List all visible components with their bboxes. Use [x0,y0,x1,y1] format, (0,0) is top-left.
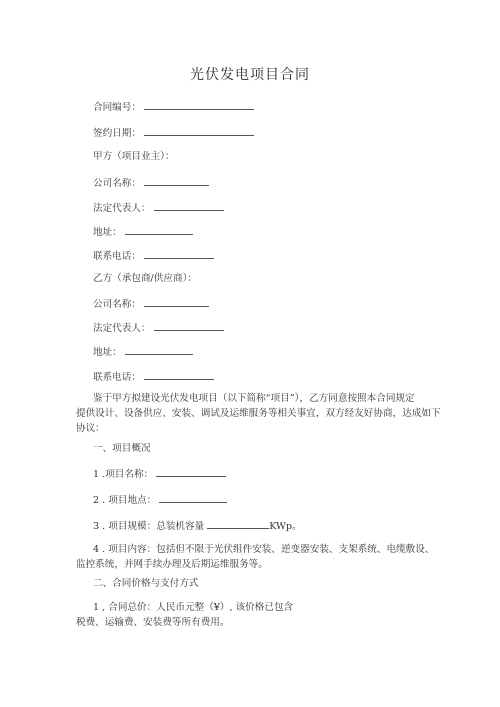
contract-no-field[interactable] [144,100,254,110]
section1-item2-label: 2 . 项目地点： [93,495,157,506]
section1-heading: 一、项目概况 [93,443,151,454]
party-b-address-line [93,345,193,359]
capacity-unit: KWp。 [269,521,302,532]
party-a-company-line [93,176,209,190]
party-b-rep-line [93,321,224,335]
section1-item1-line [93,467,226,481]
party-a-address-field[interactable] [125,225,193,235]
party-a-address-line [93,225,193,239]
intro-paragraph [76,391,441,436]
party-b-phone-field[interactable] [144,370,214,380]
party-a-company-field[interactable] [144,176,209,186]
party-a-rep-label: 法定代表人： [93,203,151,214]
party-b-phone-label: 联系电话： [93,372,141,383]
party-a-phone-field[interactable] [144,249,214,259]
party-b-address-label: 地址： [93,347,122,358]
section1-item3-label: 3 . 项目规模：总装机容量 [93,521,205,532]
party-a-phone-label: 联系电话： [93,251,141,262]
section1-item4-line-2: 监控系统，并网手续办理及后期运维服务等。 [76,559,268,570]
party-a-rep-field[interactable] [154,201,224,211]
sign-date-label: 签约日期： [93,128,141,139]
section2-item1 [76,600,426,630]
party-a-company-label: 公司名称： [93,178,141,189]
party-a-rep-line [93,201,224,215]
page-title: 光伏发电项目合同 [190,67,310,83]
party-b-phone-line [93,370,214,384]
section1-item1-label: 1 .项目名称： [93,469,154,480]
party-b-company-label: 公司名称： [93,299,141,310]
intro-line-3: 协议： [76,423,105,434]
project-name-field[interactable] [156,467,226,477]
contract-no-line [93,100,254,114]
party-a-heading: 甲方（项目业主）： [93,151,175,162]
party-a-phone-line [93,249,214,263]
party-b-company-line [93,297,209,311]
capacity-field[interactable] [207,519,269,529]
party-b-rep-field[interactable] [154,321,224,331]
section1-item4 [76,542,435,572]
section2-heading: 二、合同价格与支付方式 [93,578,199,589]
intro-line-1: 鉴于甲方拟建设光伏发电项目（以下简称“项目”），乙方同意按照本合同规定 [93,393,415,404]
party-a-address-label: 地址： [93,227,122,238]
section1-item2-line [93,493,227,507]
sign-date-field[interactable] [144,126,254,136]
intro-line-2: 提供设计、设备供应、安装、调试及运维服务等相关事宜，双方经友好协商，达成如下 [76,408,441,419]
party-b-address-field[interactable] [125,345,193,355]
party-b-company-field[interactable] [144,297,209,307]
party-b-heading: 乙方（承包商/供应商）： [93,273,197,284]
contract-no-label: 合同编号： [93,102,141,113]
section1-item3-line [93,519,302,533]
section2-item1-line-2: 税费、运输费、安装费等所有费用。 [76,617,230,628]
party-b-rep-label: 法定代表人： [93,323,151,334]
section1-item4-line-1: 4 . 项目内容：包括但不限于光伏组件安装、逆变器安装、支架系统、电缆敷设、 [93,544,435,555]
section2-item1-line-1: 1 , 合同总价：人民币元整（¥）, 该价格已包含 [93,602,294,613]
project-location-field[interactable] [159,493,227,503]
sign-date-line [93,126,254,140]
